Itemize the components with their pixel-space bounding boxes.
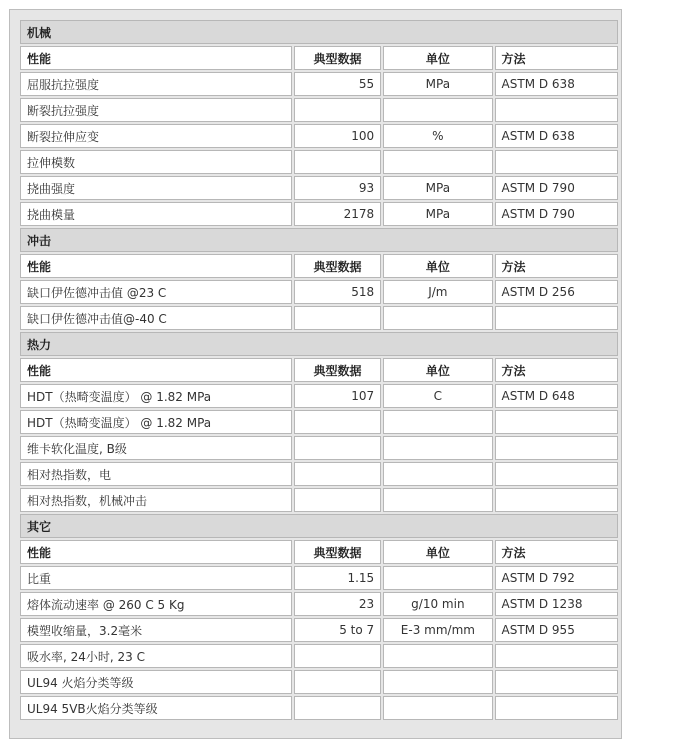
table-row (20, 72, 618, 96)
method-cell (495, 98, 618, 122)
value-cell (294, 488, 381, 512)
unit-cell: MPa (383, 72, 492, 96)
header-property: 性能 (20, 254, 292, 278)
column-header-row (20, 358, 618, 382)
value-cell: 55 (294, 72, 381, 96)
header-method: 方法 (495, 46, 618, 70)
method-cell (495, 670, 618, 694)
value-cell (294, 696, 381, 720)
table-row (20, 488, 618, 512)
column-header-row (20, 46, 618, 70)
table-row (20, 644, 618, 668)
header-method: 方法 (495, 254, 618, 278)
property-cell: UL94 火焰分类等级 (20, 670, 292, 694)
method-cell: ASTM D 790 (495, 202, 618, 226)
section-header-row (20, 20, 618, 44)
header-property: 性能 (20, 540, 292, 564)
value-cell (294, 410, 381, 434)
property-cell: 缺口伊佐德冲击值 @23 C (20, 280, 292, 304)
property-cell: 屈服抗拉强度 (20, 72, 292, 96)
value-cell (294, 436, 381, 460)
unit-cell: E-3 mm/mm (383, 618, 492, 642)
section-title: 热力 (20, 332, 618, 356)
method-cell: ASTM D 955 (495, 618, 618, 642)
table-row (20, 384, 618, 408)
value-cell (294, 306, 381, 330)
value-cell (294, 462, 381, 486)
value-cell: 1.15 (294, 566, 381, 590)
header-property: 性能 (20, 46, 292, 70)
unit-cell (383, 644, 492, 668)
section-title: 冲击 (20, 228, 618, 252)
value-cell: 93 (294, 176, 381, 200)
unit-cell (383, 436, 492, 460)
table-row (20, 306, 618, 330)
property-cell: 相对热指数，电 (20, 462, 292, 486)
value-cell (294, 670, 381, 694)
property-cell: 拉伸模数 (20, 150, 292, 174)
unit-cell (383, 566, 492, 590)
table-row (20, 150, 618, 174)
method-cell (495, 306, 618, 330)
value-cell: 2178 (294, 202, 381, 226)
property-cell: 断裂拉伸应变 (20, 124, 292, 148)
value-cell: 100 (294, 124, 381, 148)
table-row (20, 410, 618, 434)
table-row (20, 670, 618, 694)
method-cell (495, 436, 618, 460)
table-row (20, 280, 618, 304)
unit-cell: MPa (383, 202, 492, 226)
method-cell (495, 644, 618, 668)
table-row (20, 618, 618, 642)
unit-cell (383, 488, 492, 512)
method-cell: ASTM D 256 (495, 280, 618, 304)
unit-cell (383, 306, 492, 330)
property-cell: 模塑收缩量，3.2毫米 (20, 618, 292, 642)
method-cell (495, 488, 618, 512)
property-cell: 断裂抗拉强度 (20, 98, 292, 122)
property-cell: 吸水率, 24小时, 23 C (20, 644, 292, 668)
unit-cell: % (383, 124, 492, 148)
property-cell: 缺口伊佐德冲击值@-40 C (20, 306, 292, 330)
section-title: 机械 (20, 20, 618, 44)
header-unit: 单位 (383, 254, 492, 278)
table-row (20, 462, 618, 486)
method-cell (495, 150, 618, 174)
header-typical-value: 典型数据 (294, 46, 381, 70)
unit-cell (383, 462, 492, 486)
value-cell (294, 150, 381, 174)
value-cell: 518 (294, 280, 381, 304)
property-cell: HDT（热畸变温度） @ 1.82 MPa (20, 410, 292, 434)
table-row (20, 124, 618, 148)
header-typical-value: 典型数据 (294, 540, 381, 564)
unit-cell: g/10 min (383, 592, 492, 616)
method-cell (495, 462, 618, 486)
property-cell: 维卡软化温度, B级 (20, 436, 292, 460)
properties-table (18, 18, 620, 722)
unit-cell (383, 696, 492, 720)
table-row (20, 566, 618, 590)
table-row (20, 202, 618, 226)
table-row (20, 98, 618, 122)
value-cell: 23 (294, 592, 381, 616)
property-cell: 挠曲模量 (20, 202, 292, 226)
table-row (20, 696, 618, 720)
property-cell: UL94 5VB火焰分类等级 (20, 696, 292, 720)
method-cell: ASTM D 792 (495, 566, 618, 590)
column-header-row (20, 540, 618, 564)
method-cell: ASTM D 638 (495, 124, 618, 148)
unit-cell (383, 410, 492, 434)
header-typical-value: 典型数据 (294, 254, 381, 278)
table-row (20, 592, 618, 616)
method-cell: ASTM D 790 (495, 176, 618, 200)
header-property: 性能 (20, 358, 292, 382)
value-cell: 107 (294, 384, 381, 408)
property-cell: 挠曲强度 (20, 176, 292, 200)
header-method: 方法 (495, 540, 618, 564)
unit-cell (383, 98, 492, 122)
method-cell: ASTM D 638 (495, 72, 618, 96)
table-row (20, 436, 618, 460)
unit-cell: J/m (383, 280, 492, 304)
section-header-row (20, 332, 618, 356)
value-cell (294, 644, 381, 668)
header-typical-value: 典型数据 (294, 358, 381, 382)
method-cell (495, 410, 618, 434)
property-cell: 相对热指数，机械冲击 (20, 488, 292, 512)
method-cell (495, 696, 618, 720)
header-unit: 单位 (383, 46, 492, 70)
header-method: 方法 (495, 358, 618, 382)
unit-cell (383, 670, 492, 694)
column-header-row (20, 254, 618, 278)
properties-panel (9, 9, 622, 739)
unit-cell: C (383, 384, 492, 408)
section-title: 其它 (20, 514, 618, 538)
unit-cell (383, 150, 492, 174)
table-row (20, 176, 618, 200)
header-unit: 单位 (383, 358, 492, 382)
unit-cell: MPa (383, 176, 492, 200)
property-cell: 比重 (20, 566, 292, 590)
value-cell: 5 to 7 (294, 618, 381, 642)
section-header-row (20, 228, 618, 252)
method-cell: ASTM D 648 (495, 384, 618, 408)
header-unit: 单位 (383, 540, 492, 564)
method-cell: ASTM D 1238 (495, 592, 618, 616)
value-cell (294, 98, 381, 122)
property-cell: HDT（热畸变温度） @ 1.82 MPa (20, 384, 292, 408)
property-cell: 熔体流动速率 @ 260 C 5 Kg (20, 592, 292, 616)
section-header-row (20, 514, 618, 538)
